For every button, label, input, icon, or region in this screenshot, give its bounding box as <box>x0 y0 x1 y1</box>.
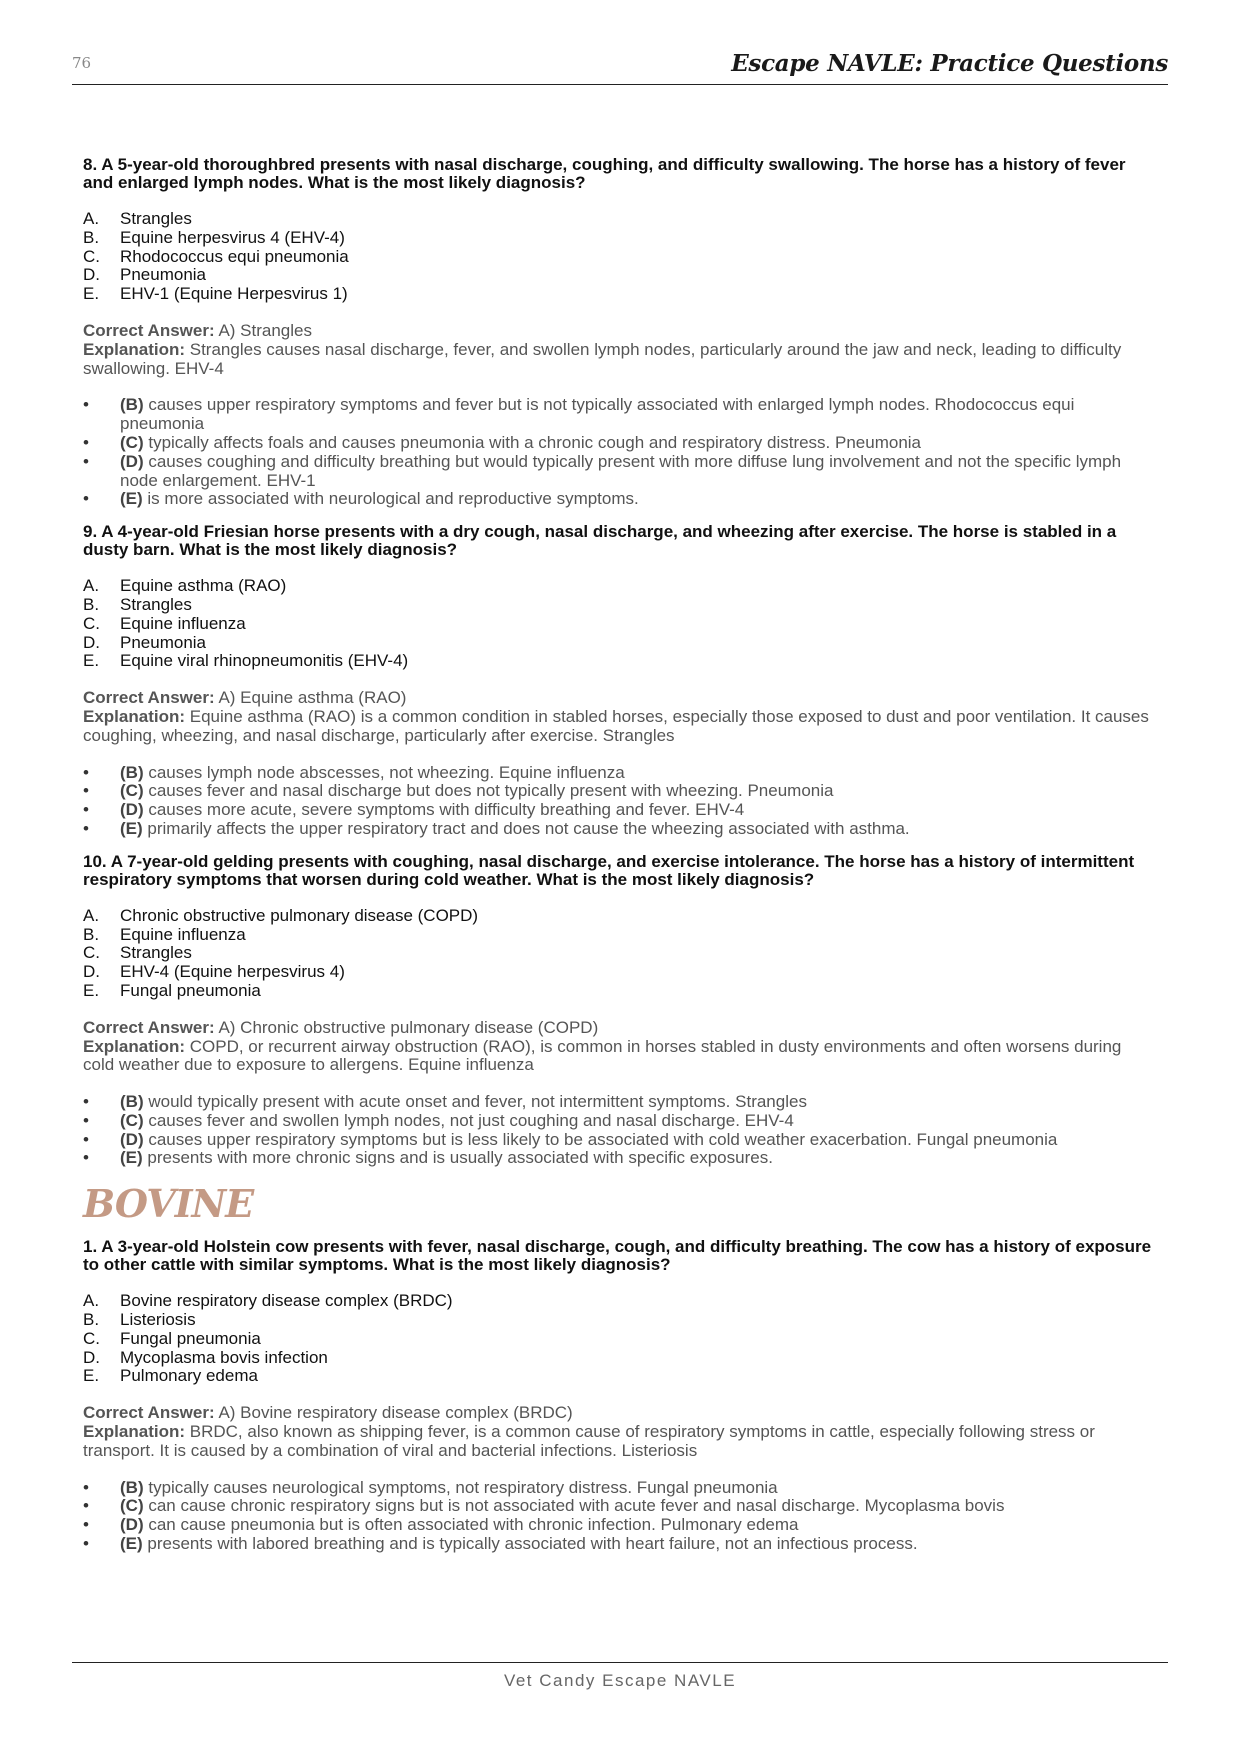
option-text: Equine influenza <box>120 613 246 633</box>
correct-answer-label: Correct Answer: <box>83 320 215 340</box>
bullet-dot: • <box>83 395 89 415</box>
option-text: Strangles <box>120 594 192 614</box>
answer-option <box>83 1349 1152 1368</box>
bullet-tag: (C) <box>120 781 144 801</box>
answer-option <box>83 1311 1152 1330</box>
bullet-tag: (E) <box>120 489 143 509</box>
page-header <box>72 40 1168 85</box>
answer-option <box>83 229 1152 248</box>
section-title-bovine: BOVINE <box>83 1181 254 1227</box>
option-letter: B. <box>83 1310 100 1330</box>
bullet-item <box>83 1497 1152 1516</box>
option-text: Chronic obstructive pulmonary disease (COPD) <box>120 905 479 925</box>
option-text: EHV-1 (Equine Herpesvirus 1) <box>120 284 348 304</box>
bullet-text: causes fever and swollen lymph nodes, not just coughing and nasal discharge. EHV-4 <box>148 1110 794 1130</box>
bullet-item <box>83 453 1152 491</box>
bullet-dot: • <box>83 489 89 509</box>
bovine-question-list <box>83 1238 1152 1554</box>
correct-answer-value: A) Equine asthma (RAO) <box>218 688 407 708</box>
correct-answer <box>83 1019 1152 1038</box>
option-letter: A. <box>83 576 100 596</box>
bullet-item <box>83 1112 1152 1131</box>
bullet-text: is more associated with neurological and reproductive symptoms. <box>147 489 639 509</box>
bullet-text: causes coughing and difficulty breathing but would typically present with more diffuse lung involvement and not the specific lymph node enlargement. EHV-1 <box>120 451 1122 490</box>
option-letter: C. <box>83 943 100 963</box>
correct-answer-label: Correct Answer: <box>83 1017 215 1037</box>
explanation-label: Explanation: <box>83 706 186 726</box>
correct-answer-label: Correct Answer: <box>83 1403 215 1423</box>
bullet-text: causes upper respiratory symptoms but is less likely to be associated with cold weather exacerbation. Fungal pneumonia <box>148 1129 1058 1149</box>
option-text: Equine herpesvirus 4 (EHV-4) <box>120 227 345 247</box>
bullet-text: can cause chronic respiratory signs but is not associated with acute fever and nasal discharge. Mycoplasma bovis <box>148 1496 1005 1516</box>
bullet-text: would typically present with acute onset and fever, not intermittent symptoms. Strangles <box>148 1092 807 1112</box>
bullet-item <box>83 1516 1152 1535</box>
correct-answer-label: Correct Answer: <box>83 688 215 708</box>
answer-option <box>83 1330 1152 1349</box>
page-content <box>83 156 1152 1568</box>
bullet-tag: (C) <box>120 1110 144 1130</box>
bullet-text: causes more acute, severe symptoms with difficulty breathing and fever. EHV-4 <box>148 800 745 820</box>
answer-option <box>83 1367 1152 1386</box>
option-text: Strangles <box>120 943 192 963</box>
option-text: EHV-4 (Equine herpesvirus 4) <box>120 962 345 982</box>
bullet-tag: (D) <box>120 800 144 820</box>
option-letter: B. <box>83 227 100 247</box>
bullet-text: causes upper respiratory symptoms and fever but is not typically associated with enlarged lymph nodes. Rhodococcus equi pneumonia <box>120 395 1075 434</box>
option-letter: A. <box>83 209 100 228</box>
explanation <box>83 708 1152 746</box>
option-letter: C. <box>83 246 100 266</box>
bullet-dot: • <box>83 1110 89 1130</box>
answer-option <box>83 634 1152 653</box>
explanation <box>83 341 1152 379</box>
option-letter: C. <box>83 613 100 633</box>
option-text: Mycoplasma bovis infection <box>120 1347 328 1367</box>
answer-option <box>83 210 1152 229</box>
bullet-dot: • <box>83 432 89 452</box>
bullet-text: primarily affects the upper respiratory tract and does not cause the wheezing associated with asthma. <box>147 818 910 838</box>
question-text: 9. A 4-year-old Friesian horse presents with a dry cough, nasal discharge, and wheezing after exercise. The horse is stabled in a dusty barn. What is the most likely diagnosis? <box>83 522 1117 560</box>
question-block <box>83 1238 1152 1554</box>
option-text: Strangles <box>120 209 192 228</box>
option-text: Listeriosis <box>120 1310 196 1330</box>
question-list <box>83 156 1152 1168</box>
answer-option <box>83 266 1152 285</box>
answer-option <box>83 248 1152 267</box>
bullet-tag: (C) <box>120 1496 144 1516</box>
option-letter: B. <box>83 594 100 614</box>
option-letter: B. <box>83 924 100 944</box>
explanation-label: Explanation: <box>83 339 186 359</box>
bullet-dot: • <box>83 762 89 782</box>
answer-option <box>83 577 1152 596</box>
bullet-dot: • <box>83 1129 89 1149</box>
answer-option <box>83 596 1152 615</box>
footer-text: Vet Candy Escape NAVLE <box>503 1671 737 1690</box>
question-block <box>83 523 1152 839</box>
correct-answer-value: A) Strangles <box>218 320 312 340</box>
explanation-text: BRDC, also known as shipping fever, is a common cause of respiratory symptoms in cattle, especially following stress or transport. It is caused by a combination of viral and bacterial infections. Listeriosis <box>83 1422 1095 1460</box>
bullet-text: presents with more chronic signs and is usually associated with specific exposures. <box>147 1148 773 1168</box>
option-text: Pneumonia <box>120 632 207 652</box>
correct-answer-value: A) Bovine respiratory disease complex (BRDC) <box>218 1403 573 1423</box>
correct-answer <box>83 322 1152 341</box>
option-text: Equine asthma (RAO) <box>120 576 287 596</box>
explanation-bullets <box>83 1479 1152 1554</box>
bullet-dot: • <box>83 818 89 838</box>
option-text: Fungal pneumonia <box>120 980 261 1000</box>
answer-option <box>83 907 1152 926</box>
bullet-tag: (D) <box>120 1129 144 1149</box>
bullet-item <box>83 490 1152 509</box>
bullet-tag: (C) <box>120 432 144 452</box>
bullet-dot: • <box>83 1148 89 1168</box>
option-letter: A. <box>83 1291 100 1311</box>
question-text: 1. A 3-year-old Holstein cow presents with fever, nasal discharge, cough, and difficulty breathing. The cow has a history of exposure to other cattle with similar symptoms. What is the most likely diagnosis? <box>83 1237 1152 1275</box>
bullet-tag: (B) <box>120 1092 144 1112</box>
answer-option <box>83 615 1152 634</box>
option-text: Pneumonia <box>120 265 207 285</box>
bullet-item <box>83 764 1152 783</box>
bullet-tag: (D) <box>120 1515 144 1535</box>
bullet-item <box>83 820 1152 839</box>
option-letter: E. <box>83 1366 100 1386</box>
answer-option <box>83 963 1152 982</box>
answer-option <box>83 944 1152 963</box>
option-letter: E. <box>83 651 100 671</box>
answer-option <box>83 982 1152 1001</box>
page-footer <box>72 1662 1168 1691</box>
bullet-tag: (B) <box>120 395 144 415</box>
bullet-item <box>83 1535 1152 1554</box>
bullet-item <box>83 801 1152 820</box>
bullet-text: typically affects foals and causes pneumonia with a chronic cough and respiratory distress. Pneumonia <box>148 432 922 452</box>
option-letter: E. <box>83 980 100 1000</box>
bullet-item <box>83 1149 1152 1168</box>
bullet-item <box>83 782 1152 801</box>
explanation <box>83 1038 1152 1076</box>
bullet-dot: • <box>83 800 89 820</box>
option-letter: C. <box>83 1328 100 1348</box>
option-letter: A. <box>83 905 100 925</box>
answer-options <box>83 210 1152 304</box>
answer-option <box>83 652 1152 671</box>
answer-option <box>83 1292 1152 1311</box>
option-text: Rhodococcus equi pneumonia <box>120 246 349 266</box>
option-letter: E. <box>83 284 100 304</box>
bullet-item <box>83 1093 1152 1112</box>
bullet-dot: • <box>83 781 89 801</box>
answer-option <box>83 285 1152 304</box>
bullet-tag: (E) <box>120 1148 143 1168</box>
correct-answer <box>83 689 1152 708</box>
answer-option <box>83 926 1152 945</box>
bullet-dot: • <box>83 1515 89 1535</box>
bullet-tag: (B) <box>120 1477 144 1497</box>
option-text: Equine influenza <box>120 924 246 944</box>
option-letter: D. <box>83 1347 100 1367</box>
bullet-item <box>83 396 1152 434</box>
bullet-item <box>83 434 1152 453</box>
book-title: Escape NAVLE: Practice Questions <box>731 50 1168 77</box>
bullet-dot: • <box>83 451 89 471</box>
answer-options <box>83 907 1152 1001</box>
question-block <box>83 853 1152 1169</box>
question-text: 8. A 5-year-old thoroughbred presents with nasal discharge, coughing, and difficulty swallowing. The horse has a history of fever and enlarged lymph nodes. What is the most likely diagnosis? <box>83 155 1126 192</box>
bullet-text: typically causes neurological symptoms, not respiratory distress. Fungal pneumonia <box>148 1477 778 1497</box>
bullet-tag: (E) <box>120 1534 143 1554</box>
answer-options <box>83 577 1152 671</box>
explanation-text: Strangles causes nasal discharge, fever, and swollen lymph nodes, particularly around the jaw and neck, leading to difficulty swallowing. EHV-4 <box>83 339 1122 378</box>
explanation-text: Equine asthma (RAO) is a common condition in stabled horses, especially those exposed to dust and poor ventilation. It causes coughing, wheezing, and nasal discharge, particularly after exercise. Strangles <box>83 706 1149 745</box>
bullet-dot: • <box>83 1496 89 1516</box>
correct-answer <box>83 1404 1152 1423</box>
bullet-tag: (B) <box>120 762 144 782</box>
explanation <box>83 1423 1152 1461</box>
bullet-tag: (D) <box>120 451 144 471</box>
option-letter: D. <box>83 632 100 652</box>
bullet-item <box>83 1479 1152 1498</box>
option-letter: D. <box>83 962 100 982</box>
bullet-text: presents with labored breathing and is typically associated with heart failure, not an infectious process. <box>147 1534 918 1554</box>
option-letter: D. <box>83 265 100 285</box>
bullet-dot: • <box>83 1477 89 1497</box>
option-text: Bovine respiratory disease complex (BRDC) <box>120 1291 453 1311</box>
question-block <box>83 156 1152 509</box>
option-text: Fungal pneumonia <box>120 1328 261 1348</box>
explanation-text: COPD, or recurrent airway obstruction (RAO), is common in horses stabled in dusty environments and often worsens during cold weather due to exposure to allergens. Equine influenza <box>83 1036 1122 1075</box>
bullet-text: causes lymph node abscesses, not wheezing. Equine influenza <box>148 762 625 782</box>
option-text: Pulmonary edema <box>120 1366 258 1386</box>
bullet-dot: • <box>83 1534 89 1554</box>
bullet-text: causes fever and nasal discharge but does not typically present with wheezing. Pneumonia <box>148 781 834 801</box>
question-text: 10. A 7-year-old gelding presents with coughing, nasal discharge, and exercise intolerance. The horse has a history of intermittent respiratory symptoms that worsen during cold weather. What is the most likely diagnosis? <box>83 851 1135 889</box>
explanation-bullets <box>83 1093 1152 1168</box>
bullet-tag: (E) <box>120 818 143 838</box>
explanation-bullets <box>83 764 1152 839</box>
correct-answer-value: A) Chronic obstructive pulmonary disease (COPD) <box>218 1017 599 1037</box>
page-number: 76 <box>72 54 92 72</box>
explanation-label: Explanation: <box>83 1036 186 1056</box>
bullet-dot: • <box>83 1092 89 1112</box>
option-text: Equine viral rhinopneumonitis (EHV-4) <box>120 651 409 671</box>
explanation-label: Explanation: <box>83 1422 186 1442</box>
explanation-bullets <box>83 396 1152 509</box>
bullet-text: can cause pneumonia but is often associated with chronic infection. Pulmonary edema <box>148 1515 799 1535</box>
bullet-item <box>83 1131 1152 1150</box>
answer-options <box>83 1292 1152 1386</box>
